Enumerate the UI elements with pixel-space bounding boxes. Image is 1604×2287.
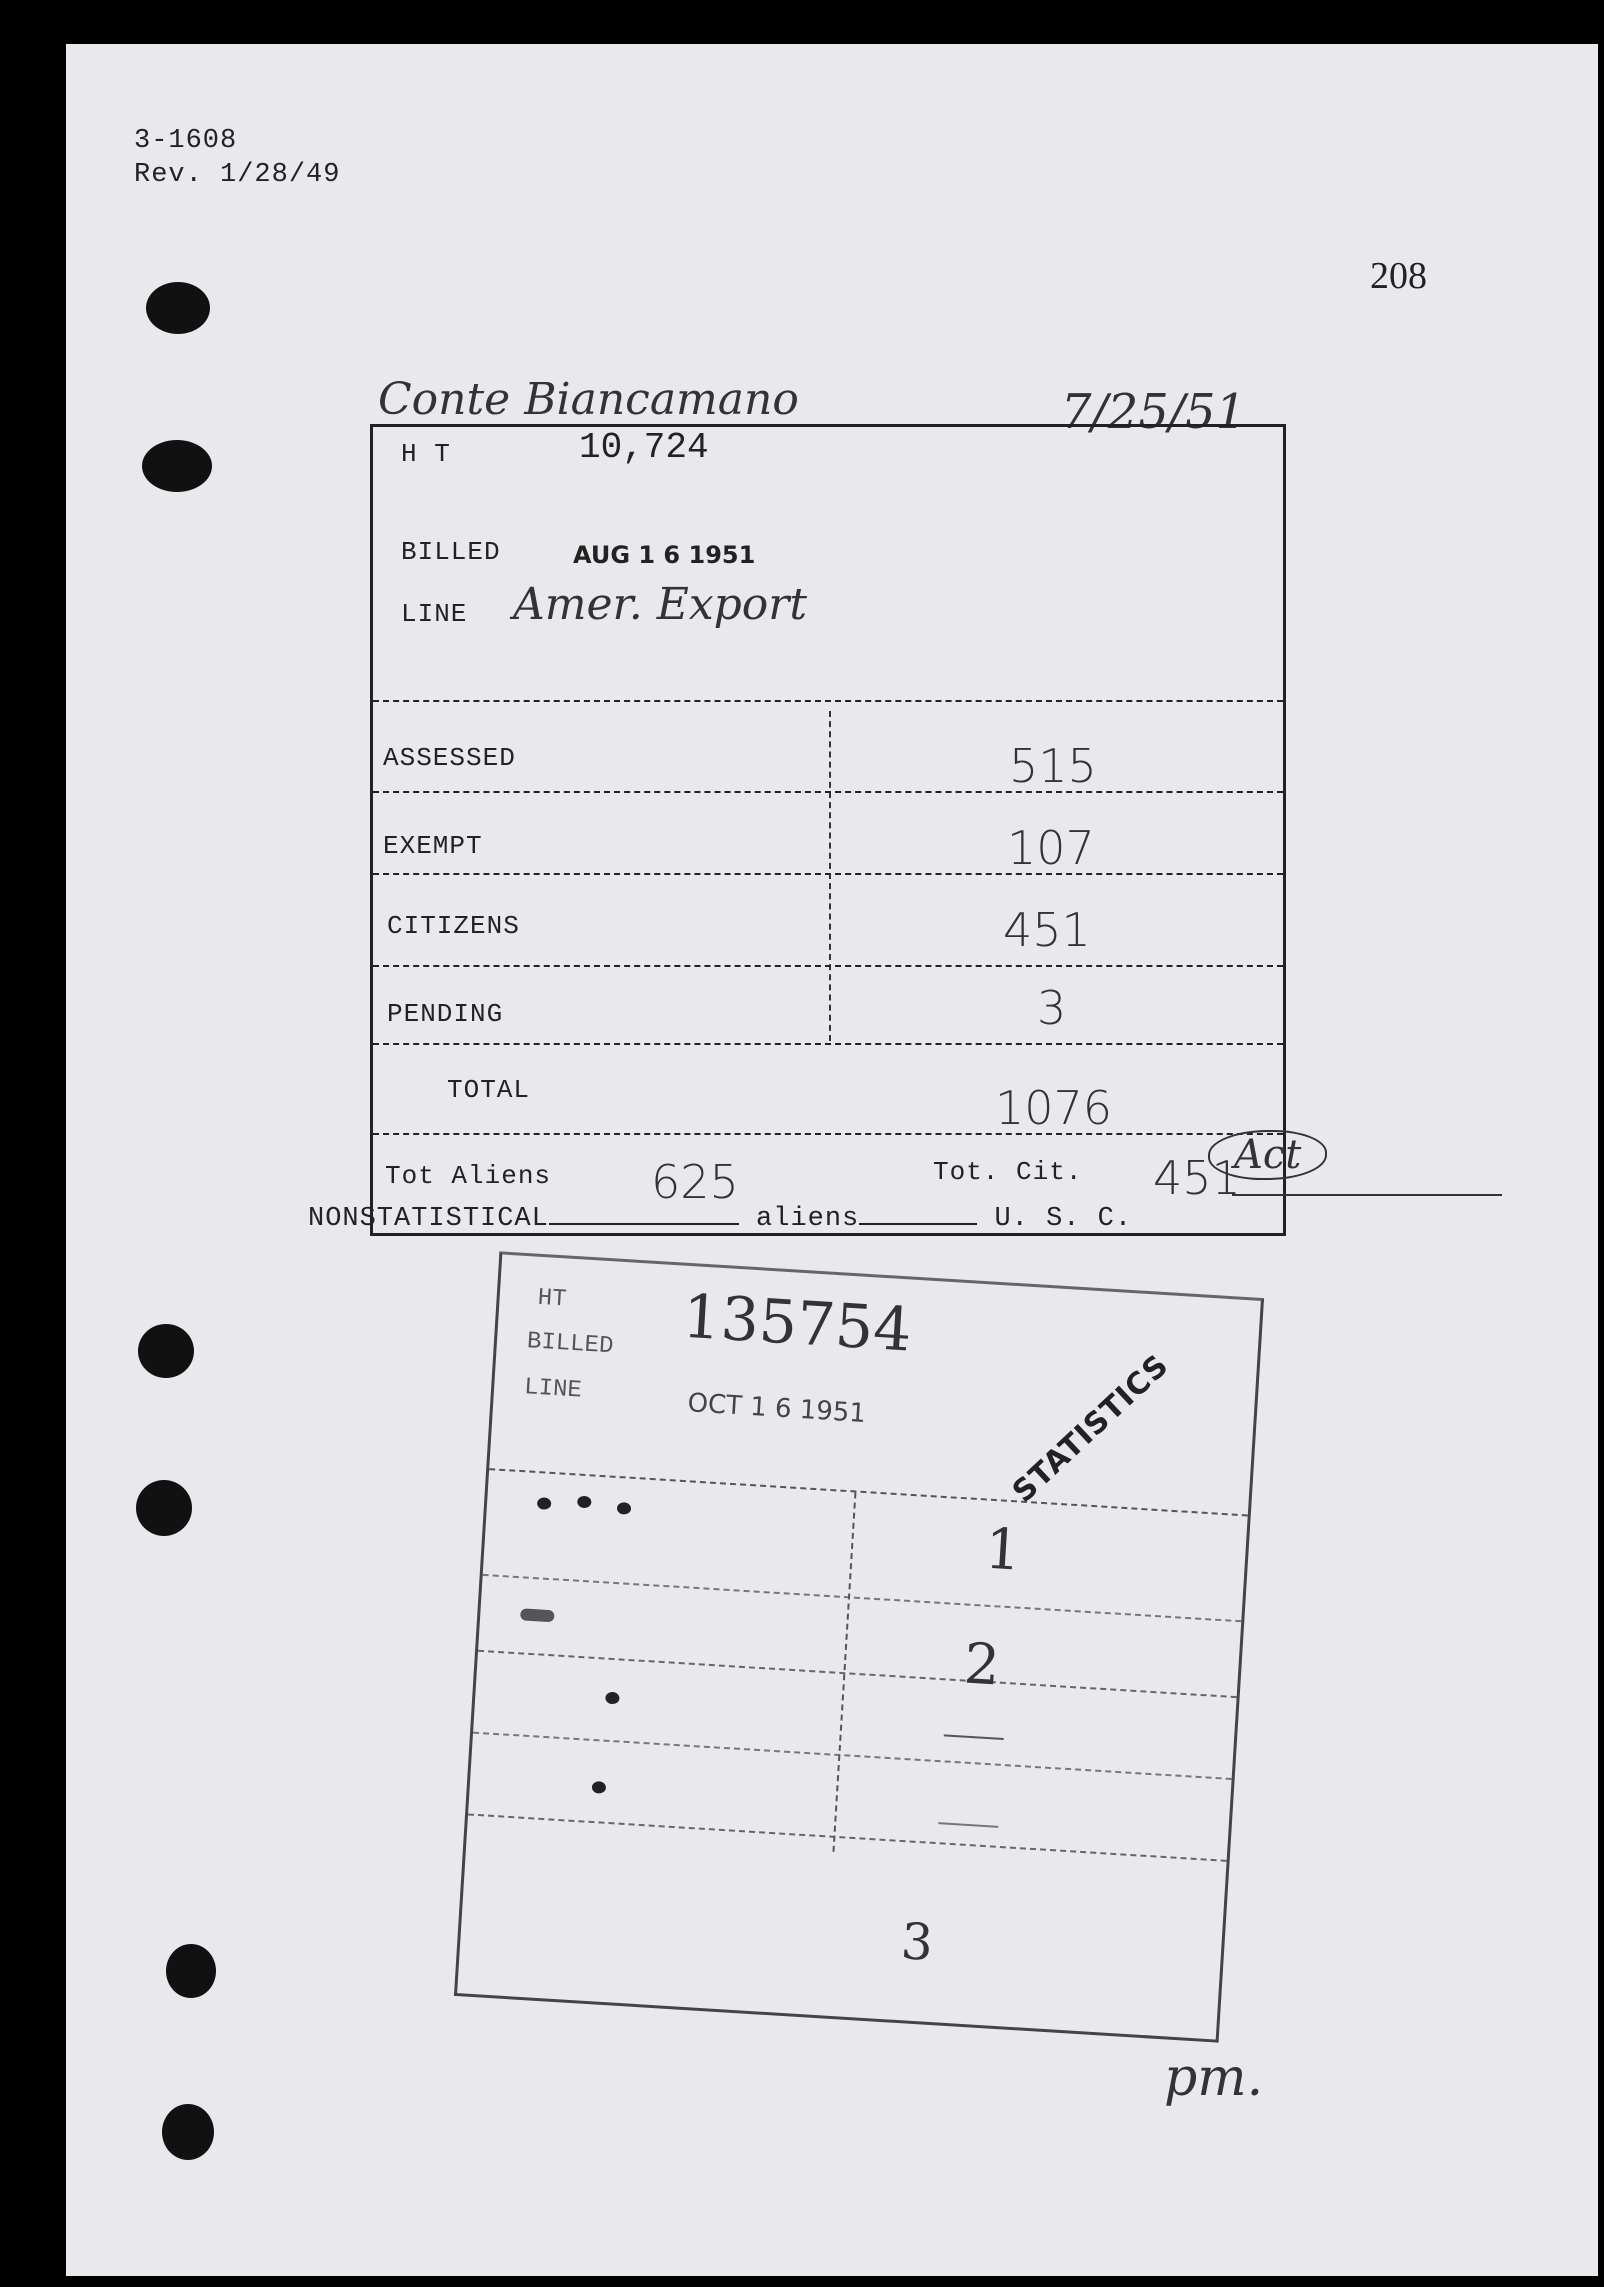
punch-hole (142, 440, 212, 492)
punch-hole (136, 1480, 192, 1536)
ship-name: Conte Biancamano (378, 374, 799, 425)
punch-hole (162, 2104, 214, 2160)
citizens-value: 451 (1003, 903, 1091, 957)
nonstatistical-label: NONSTATISTICAL (308, 1204, 549, 1234)
billed-stamp: AUG 1 6 1951 (573, 541, 756, 569)
arrival-date: 7/25/51 (1061, 384, 1247, 440)
usc-label: U. S. C. (994, 1204, 1133, 1234)
form-revision: Rev. 1/28/49 (134, 160, 341, 190)
stamp-line-label: LINE (523, 1374, 583, 1405)
line-value: Amer. Export (513, 579, 808, 630)
line-label: LINE (401, 599, 468, 629)
stamp-value-2: 2 (962, 1631, 1002, 1699)
page-number: 208 (1370, 255, 1427, 297)
form-number: 3-1608 (134, 126, 238, 156)
stamp-total-value: 3 (899, 1912, 935, 1973)
record-table (370, 424, 1286, 1236)
assessed-label: ASSESSED (383, 743, 516, 773)
punch-hole (166, 1944, 216, 1998)
nonstatistical-line (308, 1204, 1132, 1234)
punch-hole (138, 1324, 194, 1378)
total-value: 1076 (995, 1081, 1113, 1135)
stamp-date: OCT 1 6 1951 (686, 1388, 867, 1429)
stamp-billed-label: BILLED (526, 1328, 615, 1361)
form-code (134, 124, 340, 192)
ht-label: H T (401, 439, 451, 469)
document-page (66, 44, 1598, 2276)
citizens-label: CITIZENS (387, 911, 520, 941)
exempt-label: EXEMPT (383, 831, 483, 861)
billed-label: BILLED (401, 537, 501, 567)
punch-hole (146, 282, 210, 334)
stamp-number: 135754 (680, 1281, 914, 1366)
stamp-ht-label: HT (536, 1284, 568, 1314)
initials: Act (1208, 1130, 1327, 1180)
total-label: TOTAL (447, 1075, 531, 1105)
aliens-label: aliens (756, 1204, 860, 1234)
signature: pm. (1164, 2048, 1264, 2108)
tot-cit-label: Tot. Cit. (933, 1157, 1083, 1187)
tot-aliens-label: Tot Aliens (385, 1161, 552, 1191)
statistics-stamp: STATISTICS (1006, 1347, 1176, 1510)
tot-aliens-value: 625 (651, 1155, 739, 1209)
pending-value: 3 (1037, 981, 1067, 1035)
pending-label: PENDING (387, 999, 504, 1029)
assessed-value: 515 (1009, 739, 1097, 793)
tot-cit-value: 451 (1153, 1151, 1241, 1205)
ht-value: 10,724 (579, 427, 709, 468)
exempt-value: 107 (1007, 821, 1095, 875)
stamp-value-1: 1 (983, 1516, 1023, 1584)
